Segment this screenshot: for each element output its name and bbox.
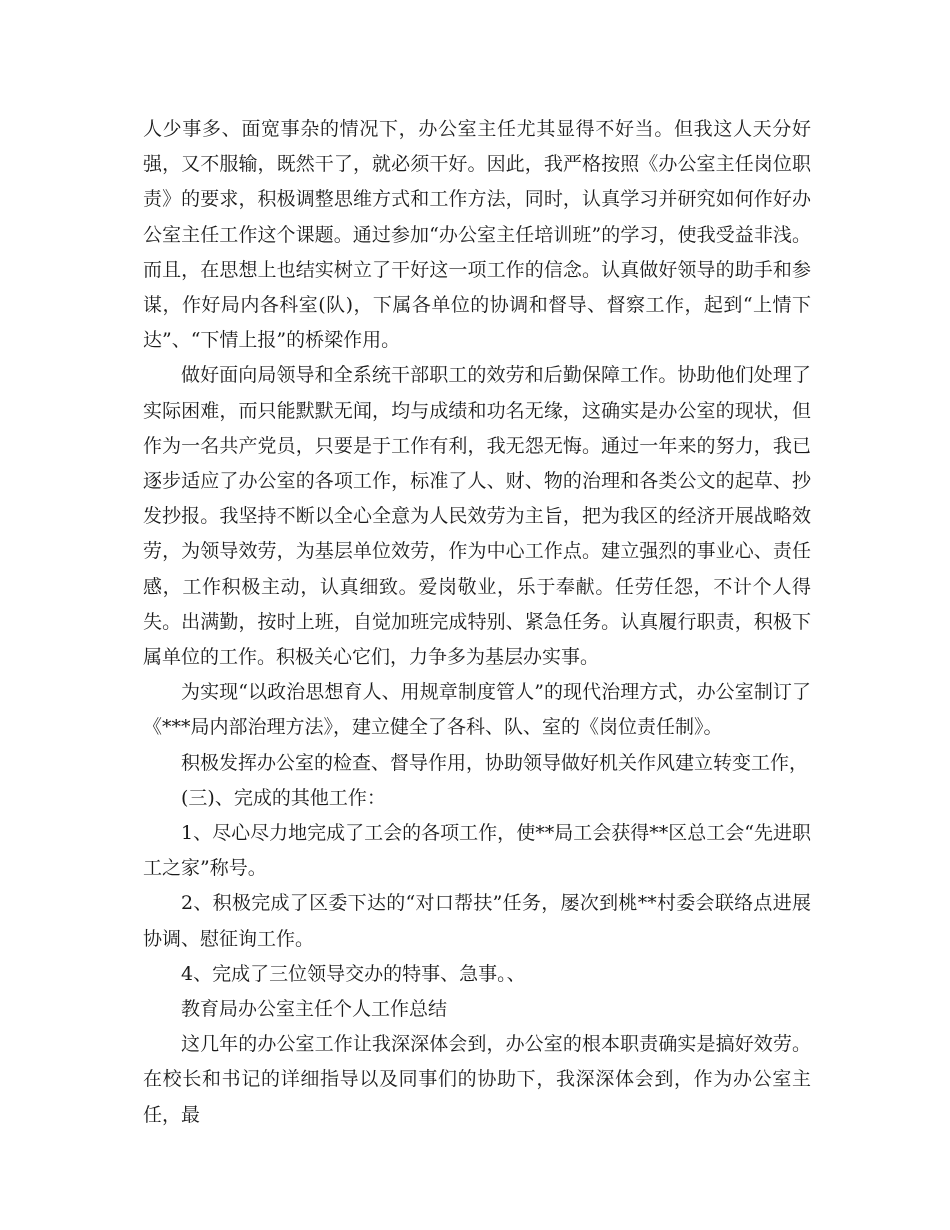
paragraph-3: 为实现“以政治思想育人、用规章制度管人”的现代治理方式，办公室制订了《***局内部治理方法》，建立健全了各科、队、室的《岗位责任制》。 <box>143 681 811 739</box>
list-item-1: 1、尽心尽力地完成了工会的各项工作，使**局工会获得**区总工会“先进职工之家”称号。 <box>143 822 811 880</box>
list-item-4: 4、完成了三位领导交办的特事、急事。、 <box>181 962 526 985</box>
paragraph-1: 人少事多、面宽事杂的情况下，办公室主任尤其显得不好当。但我这人天分好强，又不服输，既然干了，就必须干好。因此，我严格按照《办公室主任岗位职责》的要求，积极调整思维方式和工作方法，同时，认真学习并研究如何作好办公室主任工作这个课题。通过参加“办公室主任培训班”的学习，使我受益非浅。而且，在思想上也结实树立了干好这一项工作的信念。认真做好领导的助手和参谋，作好局内各科室(队)，下属各单位的协调和督导、督察工作，起到“上情下达”、“下情上报”的桥梁作用。 <box>143 118 811 352</box>
list-item-2: 2、积极完成了区委下达的“对口帮扶”任务，屡次到桃**村委会联络点进展协调、慰征询工作。 <box>143 892 811 950</box>
document-subtitle: 教育局办公室主任个人工作总结 <box>181 998 448 1021</box>
paragraph-2: 做好面向局领导和全系统干部职工的效劳和后勤保障工作。协助他们处理了实际困难，而只能默默无闻，均与成绩和功名无缘，这确实是办公室的现状，但作为一名共产党员，只要是于工作有利，我无怨无悔。通过一年来的努力，我已逐步适应了办公室的各项工作，标准了人、财、物的治理和各类公文的起草、抄发抄报。我坚持不断以全心全意为人民效劳为主旨，把为我区的经济开展战略效劳，为领导效劳，为基层单位效劳，作为中心工作点。建立强烈的事业心、责任感，工作积极主动，认真细致。爱岗敬业，乐于奉献。任劳任怨，不计个人得失。出满勤，按时上班，自觉加班完成特别、紧急任务。认真履行职责，积极下属单位的工作。积极关心它们，力争多为基层办实事。 <box>143 364 811 669</box>
document-body <box>143 112 811 1133</box>
section-heading-other-work: (三)、完成的其他工作： <box>181 786 386 809</box>
paragraph-final: 这几年的办公室工作让我深深体会到，办公室的根本职责确实是搞好效劳。在校长和书记的详细指导以及同事们的协助下，我深深体会到，作为办公室主任，最 <box>143 1033 811 1126</box>
paragraph-4: 积极发挥办公室的检查、督导作用，协助领导做好机关作风建立转变工作， <box>181 751 809 774</box>
